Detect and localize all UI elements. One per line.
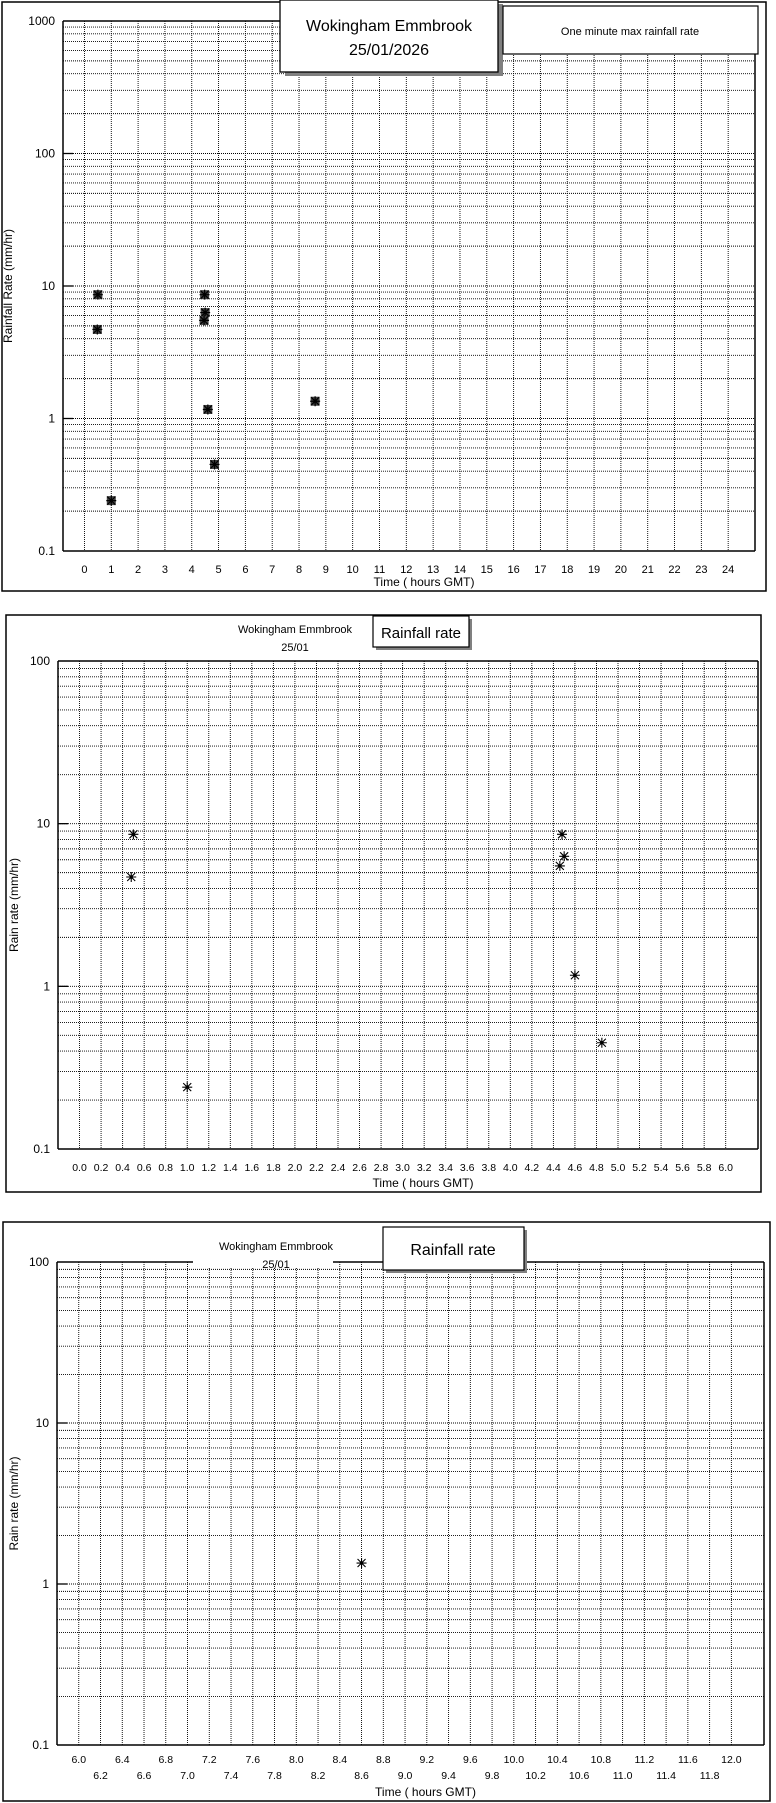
data-point	[555, 861, 565, 871]
data-point	[559, 851, 569, 861]
x-tick-label: 8.4	[332, 1754, 348, 1766]
x-tick-label: 11.4	[656, 1770, 676, 1782]
chart-title: Wokingham Emmbrook	[306, 18, 472, 35]
x-tick-label: 9.6	[463, 1754, 478, 1766]
x-tick-label: 14	[453, 564, 467, 576]
chart-frame	[3, 1222, 770, 1801]
marker-star	[106, 496, 116, 506]
marker-center	[600, 1041, 604, 1045]
x-tick-label: 6.0	[718, 1162, 733, 1174]
x-tick-label: 11	[373, 564, 386, 576]
x-axis-label: Time ( hours GMT)	[372, 1176, 474, 1190]
data-point	[199, 315, 209, 325]
marker-center	[360, 1561, 364, 1565]
marker-center	[129, 875, 133, 879]
marker-star	[310, 396, 320, 406]
x-tick-label: 0.0	[72, 1162, 87, 1174]
x-axis-label: Time ( hours GMT)	[375, 1785, 476, 1799]
x-tick-label: 8.2	[310, 1770, 326, 1782]
x-tick-label: 5.2	[632, 1162, 647, 1174]
marker-star	[210, 459, 220, 469]
x-tick-label: 9.8	[484, 1770, 500, 1782]
marker-star	[203, 404, 213, 414]
x-tick-label: 6	[242, 564, 249, 576]
x-tick-label: 10.4	[547, 1754, 568, 1766]
marker-center	[558, 864, 562, 868]
legend-label: One minute max rainfall rate	[560, 26, 700, 38]
marker-star	[200, 290, 210, 300]
y-tick-label: 0.1	[33, 1142, 50, 1156]
x-tick-label: 3.8	[481, 1162, 497, 1174]
x-tick-label: 10.8	[590, 1754, 612, 1766]
x-tick-label: 5.8	[696, 1162, 712, 1174]
data-point	[557, 829, 567, 839]
marker-star	[199, 315, 209, 325]
x-tick-label: 11.2	[634, 1754, 655, 1766]
marker-center	[562, 855, 566, 859]
marker-star	[93, 290, 103, 300]
x-tick-label: 20	[614, 564, 628, 576]
x-tick-label: 5.6	[675, 1162, 690, 1174]
chart-title: Rainfall rate	[410, 1242, 496, 1259]
x-tick-label: 3.0	[395, 1162, 410, 1174]
x-tick-label: 10	[346, 564, 359, 576]
x-tick-label: 21	[641, 564, 654, 576]
x-tick-label: 5	[215, 564, 222, 576]
title-box	[280, 0, 498, 72]
x-tick-label: 6.8	[158, 1754, 174, 1766]
x-tick-label: 6.6	[136, 1770, 152, 1782]
y-axis-label: Rain rate (mm/hr)	[7, 857, 21, 953]
station-name: Wokingham Emmbrook	[218, 1241, 334, 1253]
x-tick-label: 10.2	[525, 1770, 546, 1782]
x-tick-label: 9	[322, 564, 329, 576]
x-tick-label: 7.6	[245, 1754, 261, 1766]
station-name: Wokingham Emmbrook	[237, 624, 353, 636]
x-tick-label: 2.4	[330, 1162, 346, 1174]
y-axis-label: Rainfall Rate (mm/hr)	[1, 228, 15, 344]
x-tick-label: 4.4	[546, 1162, 561, 1174]
x-tick-label: 5.4	[653, 1162, 669, 1174]
data-point	[200, 290, 210, 300]
data-point	[357, 1558, 367, 1568]
data-point	[126, 872, 136, 882]
x-tick-label: 1	[108, 564, 115, 576]
chart-2	[6, 615, 761, 1192]
x-tick-label: 16	[507, 564, 520, 576]
x-tick-label: 24	[722, 564, 735, 576]
x-tick-label: 2	[135, 564, 142, 576]
chart-1	[1, 0, 766, 591]
data-point	[182, 1082, 192, 1092]
x-tick-label: 10.6	[568, 1770, 590, 1782]
x-tick-label: 3	[161, 564, 168, 576]
y-tick-label: 0.1	[38, 544, 55, 558]
x-tick-label: 1.8	[266, 1162, 281, 1174]
x-tick-label: 9.2	[419, 1754, 435, 1766]
x-tick-label: 9.4	[441, 1770, 456, 1782]
x-tick-label: 0.2	[93, 1162, 109, 1174]
x-tick-label: 11.0	[612, 1770, 633, 1782]
x-tick-label: 4.0	[503, 1162, 518, 1174]
x-tick-label: 1.0	[179, 1162, 195, 1174]
x-tick-label: 12	[400, 564, 413, 576]
x-tick-label: 6.4	[114, 1754, 130, 1766]
x-tick-label: 7.8	[267, 1770, 282, 1782]
x-tick-label: 4.2	[524, 1162, 540, 1174]
x-axis-label: Time ( hours GMT)	[373, 575, 475, 589]
x-tick-label: 9.0	[397, 1770, 413, 1782]
x-tick-label: 3.2	[416, 1162, 432, 1174]
x-tick-label: 4.6	[567, 1162, 583, 1174]
y-tick-label: 10	[41, 279, 55, 293]
x-tick-label: 23	[695, 564, 708, 576]
data-point	[128, 829, 138, 839]
x-tick-label: 6.0	[71, 1754, 87, 1766]
x-tick-label: 2.0	[287, 1162, 303, 1174]
x-tick-label: 6.2	[93, 1770, 108, 1782]
data-point	[210, 459, 220, 469]
chart-date: 25/01/2026	[348, 42, 430, 59]
y-tick-label: 1	[42, 1577, 49, 1591]
chart-date: 25/01	[262, 1259, 290, 1271]
marker-center	[573, 973, 577, 977]
x-tick-label: 2.6	[352, 1162, 367, 1174]
x-tick-label: 11.8	[699, 1770, 720, 1782]
x-tick-label: 7	[269, 564, 276, 576]
y-tick-label: 1000	[28, 14, 55, 28]
x-tick-label: 8	[295, 564, 303, 576]
x-tick-label: 1.2	[201, 1162, 217, 1174]
x-tick-label: 11.6	[678, 1754, 698, 1766]
x-tick-label: 19	[587, 564, 601, 576]
y-tick-label: 10	[35, 1416, 49, 1430]
y-tick-label: 100	[34, 146, 55, 161]
x-tick-label: 5.0	[610, 1162, 626, 1174]
x-tick-label: 8.0	[288, 1754, 304, 1766]
marker-center	[185, 1085, 189, 1089]
x-tick-label: 4.8	[589, 1162, 604, 1174]
x-tick-label: 0	[81, 564, 88, 576]
x-tick-label: 7.0	[180, 1770, 195, 1782]
chart-date: 25/01	[281, 642, 309, 654]
data-point	[203, 404, 213, 414]
marker-center	[132, 833, 136, 837]
y-tick-label: 10	[36, 816, 50, 831]
x-tick-label: 12.0	[721, 1754, 742, 1766]
y-tick-label: 100	[29, 654, 50, 668]
data-point	[310, 396, 320, 406]
x-tick-label: 3.6	[459, 1162, 475, 1174]
x-tick-label: 4	[188, 564, 195, 576]
x-tick-label: 18	[561, 564, 574, 576]
x-tick-label: 1.4	[223, 1162, 238, 1174]
chart-frame	[6, 615, 761, 1192]
chart-3	[3, 1222, 770, 1801]
x-tick-label: 2.8	[373, 1162, 389, 1174]
data-point	[93, 290, 103, 300]
x-tick-label: 13	[427, 564, 440, 576]
x-tick-label: 10.0	[503, 1754, 525, 1766]
marker-center	[560, 833, 564, 837]
x-tick-label: 3.4	[438, 1162, 453, 1174]
y-tick-label: 1	[48, 411, 55, 426]
x-tick-label: 8.6	[354, 1770, 369, 1782]
y-tick-label: 100	[28, 1255, 49, 1269]
x-tick-label: 8.8	[376, 1754, 391, 1766]
data-point	[597, 1038, 607, 1048]
data-point	[106, 496, 116, 506]
x-tick-label: 15	[480, 564, 493, 576]
marker-star	[92, 324, 102, 334]
data-point	[570, 970, 580, 980]
x-tick-label: 7.4	[223, 1770, 239, 1782]
y-axis-label: Rain rate (mm/hr)	[7, 1456, 21, 1551]
data-point	[92, 324, 102, 334]
x-tick-label: 0.8	[158, 1162, 173, 1174]
chart-title: Rainfall rate	[380, 625, 462, 642]
x-tick-label: 17	[534, 564, 547, 576]
x-tick-label: 7.2	[201, 1754, 217, 1766]
x-tick-label: 1.6	[244, 1162, 260, 1174]
x-tick-label: 0.6	[136, 1162, 152, 1174]
x-tick-label: 2.2	[309, 1162, 324, 1174]
x-tick-label: 22	[668, 564, 681, 576]
y-tick-label: 0.1	[32, 1738, 49, 1752]
x-tick-label: 0.4	[115, 1162, 130, 1174]
y-tick-label: 1	[43, 979, 50, 994]
